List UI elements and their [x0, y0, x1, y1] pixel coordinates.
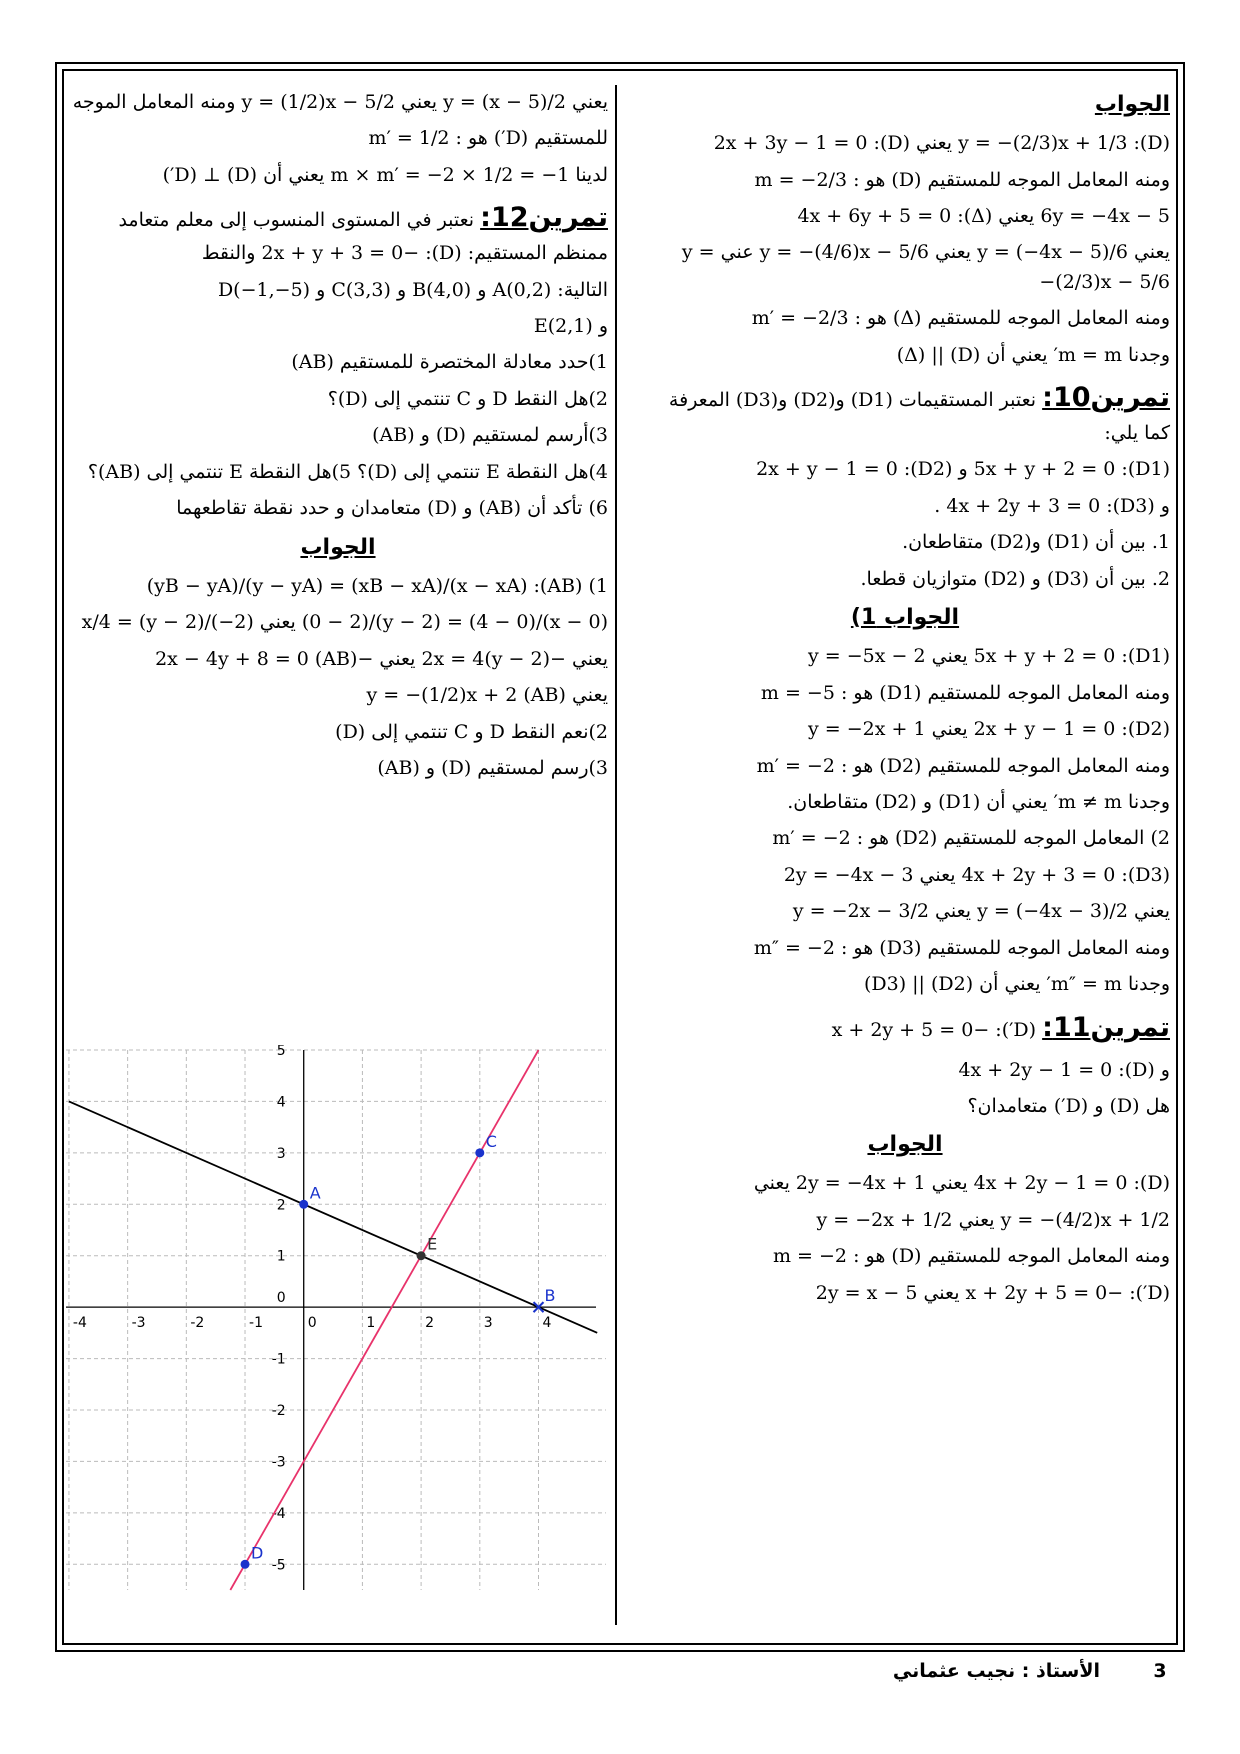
column-divider: [615, 85, 617, 1625]
ex10-answer-3: (D2): 2x + y − 1 = 0 يعني y = −2x + 1: [808, 718, 1170, 741]
ex12-q1: 1)حدد معادلة المختصرة للمستقيم (AB): [291, 351, 608, 374]
y-tick-label: 2: [276, 1197, 286, 1214]
ex10-q2: 2. بين أن (D3) و (D2) متوازيان قطعا.: [860, 567, 1170, 590]
y-tick-label: 4: [276, 1094, 286, 1111]
left-column: [68, 88, 608, 790]
ex10-title: تمرين10:: [1042, 382, 1170, 414]
x-tick-label: 3: [483, 1315, 493, 1332]
y-tick-label: 5: [276, 1045, 286, 1059]
prev-line-4: يعني y = (−4x − 5)/6 يعني y = −(4/6)x − 5/6 عني y = −(2/3)x − 5/6: [681, 241, 1170, 293]
ex12-answer-4: يعني y = −(1/2)x + 2 (AB): [366, 684, 608, 707]
ex12-points2: و E(2,1): [533, 315, 608, 338]
coordinate-plot: [66, 1045, 606, 1605]
ex12-answer-5: 2)نعم النقط D و C تنتمي إلى (D): [335, 720, 608, 743]
ex11-eq1: (D′): −x + 2y + 5 = 0: [831, 1018, 1037, 1041]
ex11-title: تمرين11:: [1042, 1011, 1170, 1043]
x-tick-label: -3: [131, 1315, 146, 1332]
prev-line-1: (D): y = −(2/3)x + 1/3 يعني (D): 2x + 3y − 1 = 0: [713, 132, 1170, 155]
point-A-label: A: [309, 1183, 321, 1203]
ex12-answer-6: 3)رسم لمستقيم (D) و (AB): [377, 756, 608, 779]
ex12-intro: نعتبر في المستوى المنسوب إلى معلم متعامد ممنظم المستقيم: (D): −2x + y + 3 = 0 والنقط: [118, 209, 608, 265]
ex12-answer-1: 1) (AB): (x − xA)/(xB − xA) = (y − yA)/(yB − yA): [146, 574, 608, 597]
ex12-answer-2: (x − 0)/(4 − 0) = (y − 2)/(0 − 2) يعني x/4 = (y − 2)/(−2): [81, 611, 608, 634]
ex11-header: [640, 1007, 1170, 1049]
ex11-eq2: و (D): 4x + 2y − 1 = 0: [958, 1058, 1170, 1081]
x-tick-label: 1: [366, 1315, 376, 1332]
y-tick-label: 3: [276, 1145, 286, 1162]
ex11-answer-3: ومنه المعامل الموجه للمستقيم (D) هو : m = −2: [773, 1245, 1170, 1268]
y-tick-label: -4: [271, 1505, 286, 1522]
line-AB: [69, 1101, 597, 1332]
ex11-answer-2: y = −(4/2)x + 1/2 يعني y = −2x + 1/2: [816, 1208, 1170, 1231]
point-C-marker: [475, 1148, 484, 1157]
ex12-title: تمرين12:: [480, 202, 608, 234]
answer-title-prev: الجواب: [1094, 92, 1170, 117]
prev-line-6: وجدنا m = m′ يعني أن (D) || (Δ): [896, 343, 1170, 366]
ex10-answer-10: وجدنا m″ = m′ يعني أن (D2) || (D3): [863, 973, 1170, 996]
prev-line-3: 6y = −4x − 5 يعني (Δ): 4x + 6y + 5 = 0: [797, 204, 1170, 227]
y-tick-label: -3: [271, 1454, 286, 1471]
footer-author: الأستاذ : نجيب عثماني: [892, 1660, 1100, 1682]
cont-line-1: يعني y = (x − 5)/2 يعني y = (1/2)x − 5/2 ومنه المعامل الموجه: [72, 91, 608, 113]
ex10-q1: 1. بين أن (D1) و(D2) متقاطعان.: [902, 531, 1170, 554]
y-tick-label: 1: [276, 1248, 286, 1265]
point-E-label: E: [427, 1234, 438, 1254]
origin-label: 0: [276, 1290, 286, 1307]
ex12-points: التالية: A(0,2) و B(4,0) و C(3,3) و D(−1,−5): [217, 278, 608, 301]
ex10-answer-2: ومنه المعامل الموجه للمستقيم (D1) هو : m = −5: [760, 681, 1170, 704]
x-tick-label: 0: [307, 1315, 317, 1332]
ex10-answer-7: (D3): 4x + 2y + 3 = 0 يعني 2y = −4x − 3: [783, 863, 1170, 886]
ex12-answer-title: الجواب: [300, 534, 376, 560]
cont-line-3: لدينا m × m′ = −2 × 1/2 = −1 يعني أن (D) ⊥ (D′): [162, 163, 608, 186]
ex10-answer-1: (D1): 5x + y + 2 = 0 يعني y = −5x − 2: [808, 645, 1170, 668]
ex10-header: [640, 377, 1170, 448]
ex10-eq1: (D1): 5x + y + 2 = 0 و (D2): 2x + y − 1 = 0: [756, 458, 1170, 481]
ex10-answer-title: الجواب 1): [850, 605, 960, 631]
ex11-question: هل (D) و (D′) متعامدان؟: [967, 1094, 1170, 1117]
ex10-answer-8: يعني y = (−4x − 3)/2 يعني y = −2x − 3/2: [792, 900, 1170, 923]
ex11-answer-4: (D′): −x + 2y + 5 = 0 يعني 2y = x − 5: [815, 1281, 1170, 1304]
ex12-q2: 2)هل النقط D و C تنتمي إلى (D)؟: [327, 387, 608, 410]
ex12-answer-3: يعني −2x = 4(y − 2) يعني −2x − 4y + 8 = 0 (AB): [155, 647, 608, 670]
x-tick-label: -2: [190, 1315, 205, 1332]
ex10-intro: نعتبر المستقيمات (D1) و(D2) و(D3) المعرفة كما يلي:: [668, 389, 1170, 444]
right-column: [640, 88, 1170, 1315]
ex12-q6: 6) تأكد أن (AB) و (D) متعامدان و حدد نقطة تقاطعهما: [176, 497, 608, 520]
ex11-answer-title: الجواب: [867, 1132, 943, 1158]
ex12-q4: 4)هل النقطة E تنتمي إلى (D)؟ 5)هل النقطة E تنتمي إلى (AB)؟: [87, 460, 608, 483]
y-tick-label: -1: [271, 1351, 286, 1368]
x-tick-label: 2: [425, 1315, 435, 1332]
ex10-eq2: و (D3): 4x + 2y + 3 = 0 .: [934, 494, 1170, 517]
x-tick-label: 4: [542, 1315, 552, 1332]
ex10-answer-5: وجدنا m ≠ m′ يعني أن (D1) و (D2) متقاطعان.: [787, 791, 1170, 814]
y-tick-label: -2: [271, 1403, 286, 1419]
ex12-q3: 3)أرسم لمستقيم (D) و (AB): [372, 424, 608, 447]
footer-page-number: 3: [1153, 1660, 1167, 1682]
point-B-label: B: [544, 1286, 556, 1306]
x-tick-label: -4: [72, 1315, 87, 1332]
point-C-label: C: [485, 1131, 497, 1151]
point-D-marker: [241, 1560, 250, 1569]
ex10-answer-9: ومنه المعامل الموجه للمستقيم (D3) هو : m″ = −2: [753, 936, 1170, 959]
y-tick-label: -5: [271, 1557, 286, 1574]
ex10-answer-4: ومنه المعامل الموجه للمستقيم (D2) هو : m′ = −2: [756, 754, 1170, 777]
cont-line-2: للمستقيم (D′) هو : m′ = 1/2: [368, 127, 608, 150]
x-tick-label: -1: [249, 1315, 263, 1332]
point-D-label: D: [251, 1543, 264, 1563]
point-E-marker: [417, 1251, 426, 1260]
point-A-marker: [299, 1200, 308, 1209]
prev-line-2: ومنه المعامل الموجه للمستقيم (D) هو : m = −2/3: [754, 168, 1170, 191]
ex11-answer-1: (D): 4x + 2y − 1 = 0 يعني 2y = −4x + 1 يعني: [753, 1172, 1170, 1195]
ex12-header: [68, 197, 608, 268]
ex10-answer-6: 2) المعامل الموجه للمستقيم (D2) هو : m′ = −2: [772, 827, 1170, 850]
prev-line-5: ومنه المعامل الموجه للمستقيم (Δ) هو : m′ = −2/3: [751, 307, 1170, 330]
